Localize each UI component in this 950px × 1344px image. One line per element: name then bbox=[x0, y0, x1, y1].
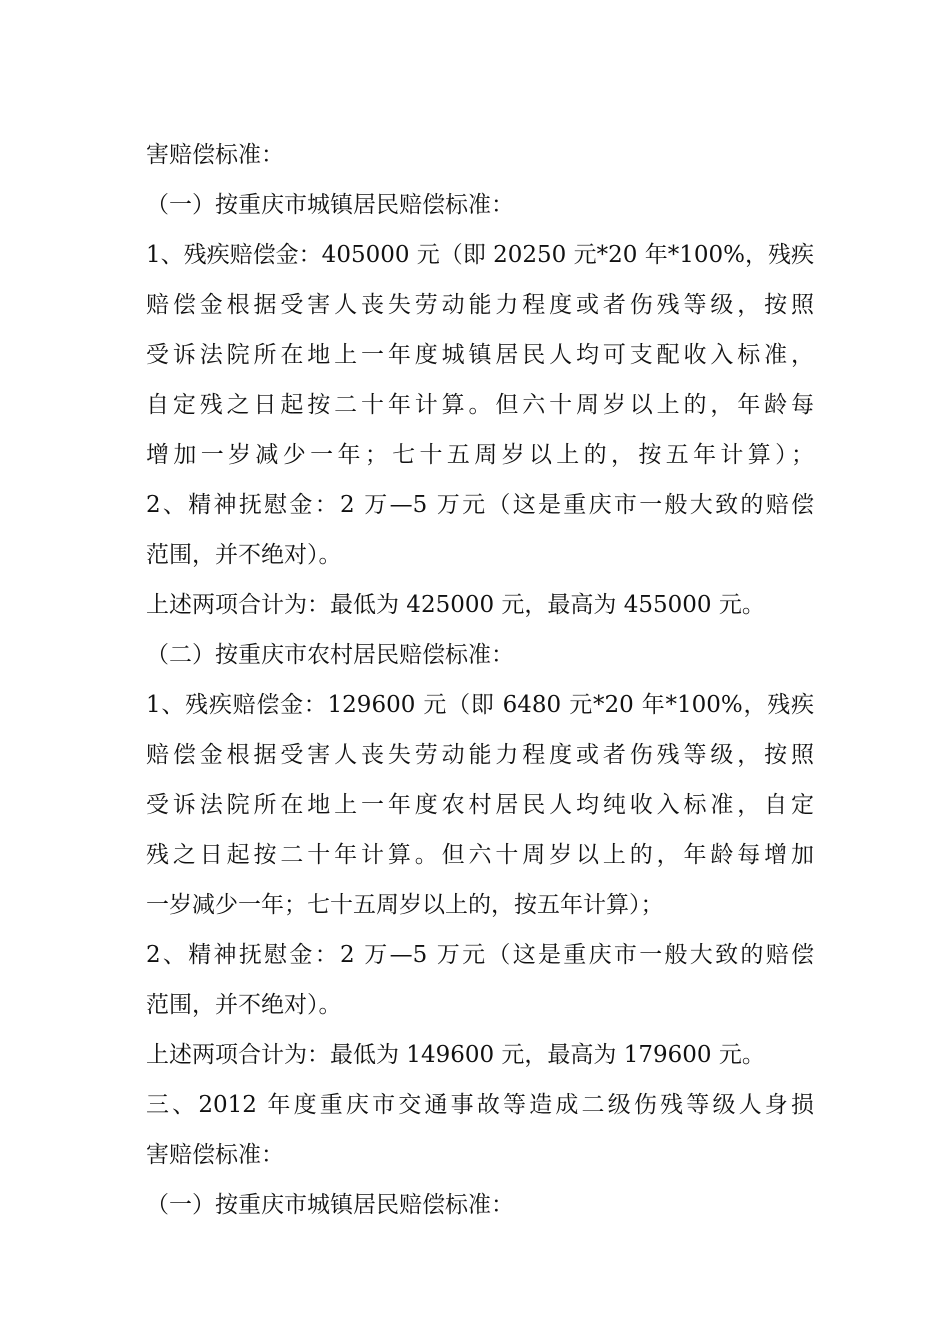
text-line-1: 害赔偿标准： bbox=[146, 142, 284, 168]
text-line-8: 2、精神抚慰金：2 万—5 万元（这是重庆市一般大致的赔偿 bbox=[146, 492, 814, 518]
text-line-6: 自定残之日起按二十年计算。但六十周岁以上的，年龄每 bbox=[146, 392, 814, 418]
rural-total-line: 上述两项合计为：最低为 149600 元，最高为 179600 元。 bbox=[146, 1042, 765, 1068]
section-heading-rural: （二）按重庆市农村居民赔偿标准： bbox=[146, 642, 514, 668]
document-body bbox=[146, 130, 814, 1230]
text-line-9: 范围，并不绝对）。 bbox=[146, 542, 342, 568]
text-line-21: 害赔偿标准： bbox=[146, 1142, 284, 1168]
text-line-17: 2、精神抚慰金：2 万—5 万元（这是重庆市一般大致的赔偿 bbox=[146, 942, 814, 968]
text-line-18: 范围，并不绝对）。 bbox=[146, 992, 342, 1018]
text-line-4: 赔偿金根据受害人丧失劳动能力程度或者伤残等级，按照 bbox=[146, 292, 814, 318]
text-line-7: 增加一岁减少一年；七十五周岁以上的，按五年计算）； bbox=[146, 442, 814, 468]
text-line-5: 受诉法院所在地上一年度城镇居民人均可支配收入标准， bbox=[146, 342, 814, 368]
urban-total-line: 上述两项合计为：最低为 425000 元，最高为 455000 元。 bbox=[146, 592, 765, 618]
text-line-15: 残之日起按二十年计算。但六十周岁以上的，年龄每增加 bbox=[146, 842, 814, 868]
section-heading-urban-1: （一）按重庆市城镇居民赔偿标准： bbox=[146, 192, 514, 218]
text-line-14: 受诉法院所在地上一年度农村居民人均纯收入标准，自定 bbox=[146, 792, 814, 818]
text-line-3: 1、残疾赔偿金：405000 元（即 20250 元*20 年*100%，残疾 bbox=[146, 242, 814, 268]
text-line-16: 一岁减少一年；七十五周岁以上的，按五年计算）； bbox=[146, 892, 664, 918]
text-line-13: 赔偿金根据受害人丧失劳动能力程度或者伤残等级，按照 bbox=[146, 742, 814, 768]
text-line-12: 1、残疾赔偿金：129600 元（即 6480 元*20 年*100%，残疾 bbox=[146, 692, 814, 718]
section-heading-level-two: 三、2012 年度重庆市交通事故等造成二级伤残等级人身损 bbox=[146, 1092, 814, 1118]
section-heading-urban-2: （一）按重庆市城镇居民赔偿标准： bbox=[146, 1192, 514, 1218]
